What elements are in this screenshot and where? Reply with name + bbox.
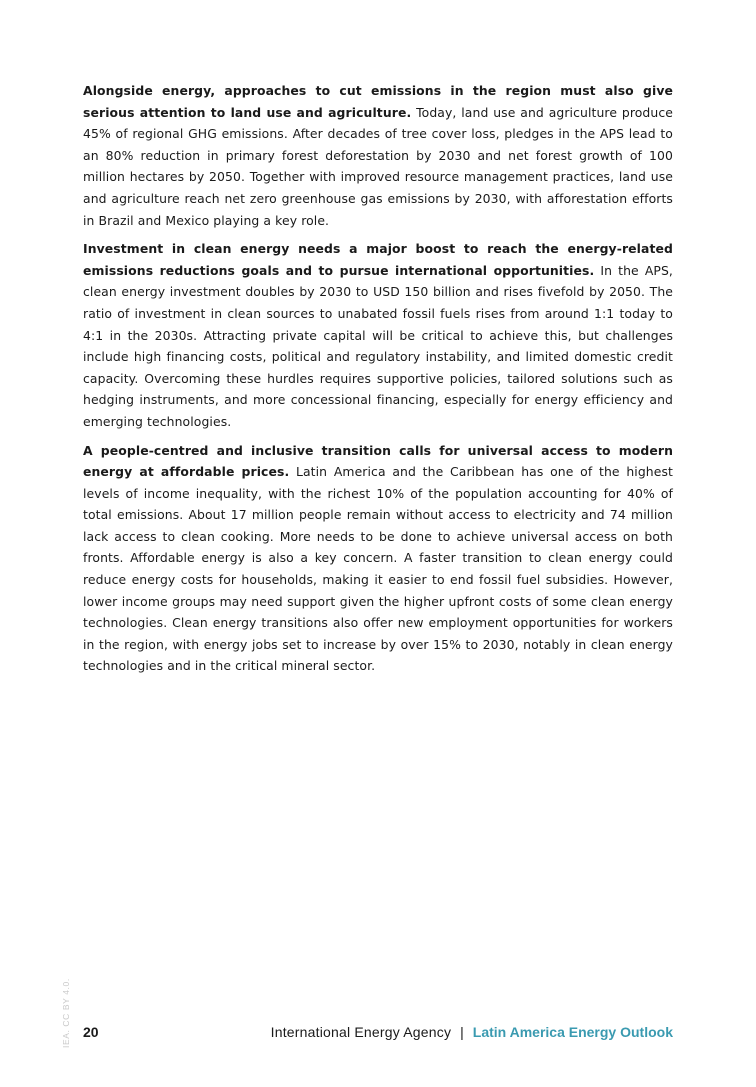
paragraph-body: Today, land use and agriculture produce 45% of regional GHG emissions. After decades of tree cover loss, pledges in the APS lead to an 80% reduction in primary forest deforestation by 2030 and net forest growth of 100 million hectares by 2050. Together with improved resource management practices, land use and agriculture reach net zero greenhouse gas emissions by 2030, with afforestation efforts in Brazil and Mexico playing a key role. <box>83 104 673 228</box>
page-footer <box>83 1024 673 1044</box>
footer-title-group <box>271 1024 673 1040</box>
paragraph-land-use <box>83 80 673 231</box>
paragraph-body: Latin America and the Caribbean has one of the highest levels of income inequality, with the richest 10% of the population accounting for 40% of total emissions. About 17 million people remain without access to electricity and 74 million lack access to clean cooking. More needs to be done to achieve universal access on both fronts. Affordable energy is also a key concern. A faster transition to clean energy could reduce energy costs for households, making it easier to end fossil fuel subsidies. However, lower income groups may need support given the higher upfront costs of some clean energy technologies. Clean energy transitions also offer new employment opportunities for workers in the region, with energy jobs set to increase by over 15% to 2030, notably in clean energy technologies and in the critical mineral sector. <box>83 464 673 674</box>
paragraph-lead: A people-centred and inclusive transition calls for universal access to modern energy at affordable prices. <box>83 442 673 480</box>
paragraph-lead: Alongside energy, approaches to cut emissions in the region must also give serious attention to land use and agriculture. <box>83 83 673 120</box>
agency-name: International Energy Agency <box>270 1024 452 1040</box>
footer-separator: | <box>460 1024 464 1040</box>
paragraph-lead: Investment in clean energy needs a major boost to reach the energy-related emissions reductions goals and to pursue international opportunities. <box>83 241 673 278</box>
main-text <box>83 80 673 684</box>
paragraph-inclusive-transition <box>83 440 673 678</box>
report-title: Latin America Energy Outlook <box>472 1024 673 1040</box>
paragraph-investment <box>83 238 673 432</box>
copyright-notice: IEA. CC BY 4.0. <box>61 978 71 1048</box>
paragraph-body: In the APS, clean energy investment doubles by 2030 to USD 150 billion and rises fivefold by 2050. The ratio of investment in clean sources to unabated fossil fuels rises from around 1:1 today to 4:1 in the 2030s. Attracting private capital will be critical to achieve this, but challenges include high financing costs, political and regulatory instability, and limited domestic credit capacity. Overcoming these hurdles requires supportive policies, tailored solutions such as hedging instruments, and more concessional financing, especially for energy efficiency and emerging technologies. <box>83 262 673 429</box>
page-number: 20 <box>83 1024 99 1040</box>
